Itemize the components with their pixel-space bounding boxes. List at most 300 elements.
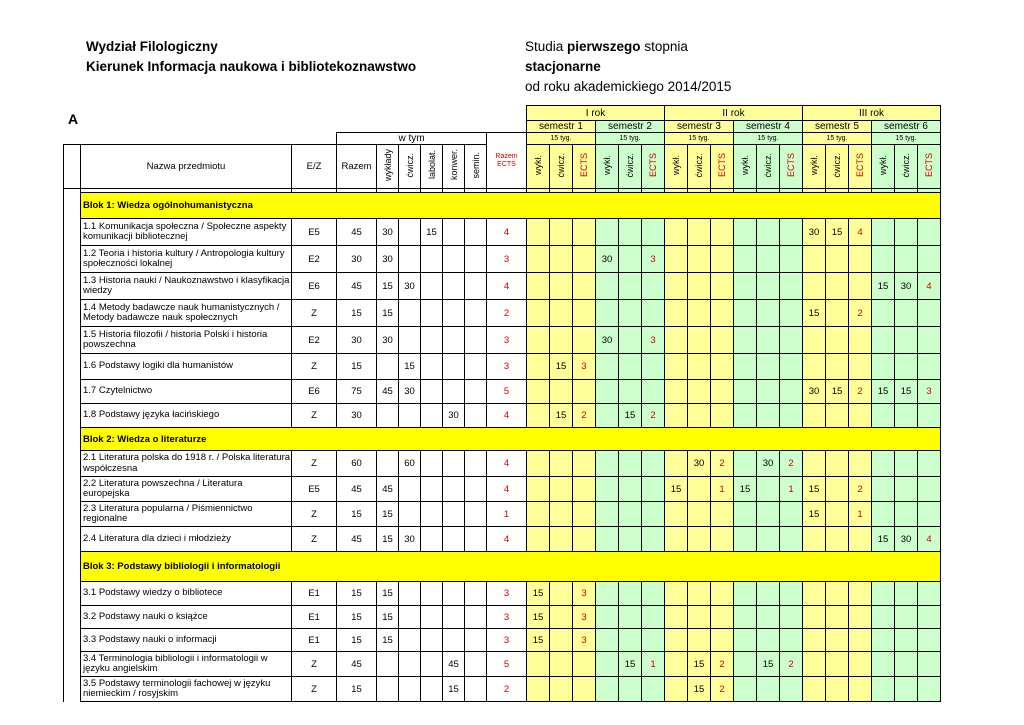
type-hours: 30 — [443, 404, 465, 428]
semester-2-col-0 — [596, 145, 619, 189]
semester-1-value — [573, 652, 596, 677]
semester-1-value: 3 — [573, 606, 596, 629]
semester-5-value — [849, 404, 872, 428]
semester-3-value — [711, 502, 734, 527]
year-2-header: II rok — [665, 106, 803, 121]
semester-1-value: 2 — [573, 404, 596, 428]
type-hours: 15 — [377, 582, 399, 606]
semester-6-col-0 — [872, 145, 895, 189]
type-hours — [443, 582, 465, 606]
semester-6-value — [895, 219, 918, 246]
total-hours: 45 — [337, 219, 377, 246]
semester-1-value — [550, 527, 573, 552]
semester-1-col-2 — [573, 145, 596, 189]
index-cell — [64, 380, 81, 404]
ects-total: 3 — [487, 629, 527, 652]
ects-total: 3 — [487, 582, 527, 606]
semester-2-value — [642, 677, 665, 702]
index-cell — [64, 477, 81, 502]
semester-1-value — [573, 219, 596, 246]
ez-value: Z — [292, 451, 337, 477]
ez-value: E6 — [292, 273, 337, 300]
type-header-4 — [465, 145, 487, 189]
semester-4-value: 2 — [780, 451, 803, 477]
semester-3-value — [688, 582, 711, 606]
type-hours — [421, 606, 443, 629]
semester-6-value — [895, 677, 918, 702]
total-hours: 15 — [337, 300, 377, 327]
semester-1-value — [527, 327, 550, 354]
index-cell — [64, 354, 81, 380]
type-hours — [421, 246, 443, 273]
semester-col-label: wykł. — [533, 155, 543, 175]
type-hours — [421, 502, 443, 527]
table-row — [64, 246, 941, 273]
semester-4-value — [734, 327, 757, 354]
semester-4-value — [780, 300, 803, 327]
semester-5-value — [826, 629, 849, 652]
semester-3-col-0 — [665, 145, 688, 189]
type-header-3 — [443, 145, 465, 189]
type-hours — [443, 502, 465, 527]
ez-value: E6 — [292, 380, 337, 404]
header-spacer — [64, 106, 527, 121]
semester-6-value: 15 — [872, 380, 895, 404]
subject-name: 1.7 Czytelnictwo — [81, 380, 292, 404]
total-hours: 15 — [337, 502, 377, 527]
semester-2-value — [642, 219, 665, 246]
type-hours — [421, 582, 443, 606]
semester-1-value: 3 — [573, 629, 596, 652]
semester-1-value — [573, 327, 596, 354]
total-hours: 15 — [337, 629, 377, 652]
semester-6-value — [872, 629, 895, 652]
semester-3-value — [665, 354, 688, 380]
type-hours — [421, 677, 443, 702]
total-hours: 15 — [337, 677, 377, 702]
total-hours: 75 — [337, 380, 377, 404]
semester-2-value — [619, 300, 642, 327]
semester-6-value — [918, 502, 941, 527]
semester-6-header: semestr 6 — [872, 121, 941, 133]
ects-total: 3 — [487, 246, 527, 273]
type-hours: 45 — [443, 652, 465, 677]
index-cell — [64, 652, 81, 677]
type-hours — [421, 354, 443, 380]
semester-6-value — [918, 327, 941, 354]
semester-5-value — [826, 354, 849, 380]
semester-4-value: 30 — [757, 451, 780, 477]
semester-6-col-2 — [918, 145, 941, 189]
semester-6-value — [918, 451, 941, 477]
semester-1-value — [527, 652, 550, 677]
semester-5-value — [826, 246, 849, 273]
semester-col-label: ćwicz. — [625, 152, 635, 178]
table-row — [64, 527, 941, 552]
ez-header: E/Z — [292, 145, 337, 189]
semester-1-value — [573, 380, 596, 404]
type-hours: 15 — [377, 300, 399, 327]
semester-2-value: 3 — [642, 246, 665, 273]
subject-name: 3.3 Podstawy nauki o informacji — [81, 629, 292, 652]
semester-3-value — [688, 380, 711, 404]
index-cell — [64, 404, 81, 428]
semester-1-value — [573, 677, 596, 702]
semester-6-value — [872, 677, 895, 702]
semester-1-value: 3 — [573, 582, 596, 606]
semester-5-value — [849, 246, 872, 273]
ects-total: 5 — [487, 652, 527, 677]
semester-4-value — [757, 380, 780, 404]
subject-name: 1.3 Historia nauki / Naukoznawstwo i klasyfikacja wiedzy — [81, 273, 292, 300]
semester-6-value — [872, 502, 895, 527]
semester-6-value — [872, 606, 895, 629]
semester-4-value — [780, 404, 803, 428]
type-hours — [443, 451, 465, 477]
semester-1-value — [550, 606, 573, 629]
ez-value: E2 — [292, 327, 337, 354]
semester-4-value — [780, 527, 803, 552]
semester-2-value — [596, 300, 619, 327]
semester-2-value — [619, 219, 642, 246]
semester-3-value — [688, 502, 711, 527]
total-hours: 45 — [337, 477, 377, 502]
semester-4-value — [780, 273, 803, 300]
semester-4-value — [757, 582, 780, 606]
section-letter: A — [68, 111, 79, 127]
semester-5-value — [803, 527, 826, 552]
type-hours — [465, 582, 487, 606]
semester-1-value — [550, 219, 573, 246]
type-hours — [465, 246, 487, 273]
year-1-header: I rok — [527, 106, 665, 121]
type-hours: 15 — [443, 677, 465, 702]
semester-4-value — [734, 527, 757, 552]
semester-6-value — [918, 219, 941, 246]
ez-value: E1 — [292, 582, 337, 606]
semester-5-value — [849, 273, 872, 300]
type-hours — [443, 354, 465, 380]
subject-name-header: Nazwa przedmiotu — [81, 145, 292, 189]
semester-col-label: ECTS — [786, 152, 796, 177]
ez-value: Z — [292, 354, 337, 380]
ects-total: 3 — [487, 327, 527, 354]
semester-1-value — [527, 502, 550, 527]
semester-3-value — [711, 327, 734, 354]
ez-value: E5 — [292, 219, 337, 246]
semester-5-value: 15 — [803, 502, 826, 527]
ez-value: E1 — [292, 629, 337, 652]
semester-2-col-2 — [642, 145, 665, 189]
semester-4-value — [734, 451, 757, 477]
semester-6-weeks: 15 tyg. — [872, 133, 941, 145]
table-row — [64, 404, 941, 428]
semester-col-label: ćwicz. — [901, 152, 911, 178]
semester-3-value: 1 — [711, 477, 734, 502]
semester-6-value — [918, 606, 941, 629]
semester-col-label: ćwicz. — [763, 152, 773, 178]
semester-3-value: 15 — [688, 677, 711, 702]
table-row — [64, 327, 941, 354]
type-hours — [465, 327, 487, 354]
semester-4-value — [734, 629, 757, 652]
semester-4-value — [757, 527, 780, 552]
total-hours: 30 — [337, 246, 377, 273]
type-hours: 15 — [377, 606, 399, 629]
type-hours: 30 — [399, 527, 421, 552]
block-1-title: Blok 1: Wiedza ogólnohumanistyczna — [81, 193, 941, 219]
semester-3-value — [711, 527, 734, 552]
type-hours — [421, 629, 443, 652]
type-hours — [421, 527, 443, 552]
total-hours: 45 — [337, 273, 377, 300]
table-row — [64, 451, 941, 477]
semester-5-value — [826, 404, 849, 428]
semester-6-value — [895, 246, 918, 273]
semester-4-value — [734, 606, 757, 629]
type-hours — [377, 677, 399, 702]
semester-4-value — [780, 380, 803, 404]
semester-3-value — [711, 219, 734, 246]
type-hours — [421, 327, 443, 354]
type-label: labolat. — [426, 150, 437, 180]
semester-3-value: 2 — [711, 677, 734, 702]
semester-5-value — [826, 527, 849, 552]
semester-5-value: 15 — [826, 380, 849, 404]
semester-2-value — [642, 380, 665, 404]
semester-1-value — [550, 451, 573, 477]
table-row — [64, 629, 941, 652]
semester-5-value — [849, 527, 872, 552]
semester-2-value: 15 — [619, 652, 642, 677]
semester-5-value — [826, 327, 849, 354]
semester-col-label: ćwicz. — [832, 152, 842, 178]
index-cell — [64, 527, 81, 552]
semester-4-col-0 — [734, 145, 757, 189]
semester-4-value — [780, 606, 803, 629]
semester-5-value: 2 — [849, 300, 872, 327]
ez-value: Z — [292, 502, 337, 527]
semester-5-value — [826, 677, 849, 702]
semester-1-value — [527, 677, 550, 702]
ects-total: 4 — [487, 219, 527, 246]
ects-total: 4 — [487, 404, 527, 428]
type-header-0 — [377, 145, 399, 189]
subject-name: 3.2 Podstawy nauki o książce — [81, 606, 292, 629]
semester-2-value — [619, 582, 642, 606]
year-3-header: III rok — [803, 106, 941, 121]
semester-2-value — [596, 451, 619, 477]
semester-2-value — [619, 327, 642, 354]
semester-4-value — [780, 677, 803, 702]
header-spacer — [64, 133, 337, 145]
semester-1-value — [550, 582, 573, 606]
semester-4-header: semestr 4 — [734, 121, 803, 133]
semester-6-value — [895, 477, 918, 502]
semester-1-value — [527, 451, 550, 477]
semester-6-value: 4 — [918, 273, 941, 300]
semester-1-value — [550, 677, 573, 702]
semester-4-value — [734, 273, 757, 300]
semester-4-value — [757, 300, 780, 327]
semester-6-value — [895, 652, 918, 677]
semester-1-value: 15 — [550, 404, 573, 428]
ects-total: 2 — [487, 300, 527, 327]
semester-5-value — [803, 246, 826, 273]
semester-4-value — [757, 354, 780, 380]
semester-6-value: 15 — [872, 527, 895, 552]
ez-value: E2 — [292, 246, 337, 273]
subject-name: 3.5 Podstawy terminologii fachowej w języku niemieckim / rosyjskim — [81, 677, 292, 702]
ects-total: 1 — [487, 502, 527, 527]
ects-total: 4 — [487, 273, 527, 300]
semester-6-value — [872, 652, 895, 677]
ects-total: 3 — [487, 354, 527, 380]
semester-6-value: 30 — [895, 273, 918, 300]
semester-6-value — [918, 404, 941, 428]
semester-6-value — [918, 652, 941, 677]
type-hours: 60 — [399, 451, 421, 477]
semester-6-value: 4 — [918, 527, 941, 552]
type-hours — [465, 354, 487, 380]
semester-4-value — [734, 502, 757, 527]
semester-3-value — [688, 629, 711, 652]
semester-2-value — [619, 380, 642, 404]
type-hours — [465, 652, 487, 677]
semester-6-value: 15 — [895, 380, 918, 404]
semester-4-col-2 — [780, 145, 803, 189]
semester-4-value — [734, 404, 757, 428]
semester-1-value — [550, 246, 573, 273]
ez-value: E5 — [292, 477, 337, 502]
semester-1-value — [573, 527, 596, 552]
semester-3-value — [665, 404, 688, 428]
semester-6-value — [895, 354, 918, 380]
semester-5-value — [849, 677, 872, 702]
index-cell — [64, 451, 81, 477]
semester-col-label: wykł. — [671, 155, 681, 175]
semester-2-value — [642, 300, 665, 327]
type-hours — [465, 629, 487, 652]
semester-3-value — [665, 502, 688, 527]
semester-2-value — [619, 629, 642, 652]
semester-3-value — [688, 354, 711, 380]
type-hours — [399, 502, 421, 527]
semester-1-value — [527, 300, 550, 327]
semester-2-value: 30 — [596, 327, 619, 354]
ects-total: 2 — [487, 677, 527, 702]
type-hours — [465, 219, 487, 246]
semester-5-value — [803, 606, 826, 629]
total-hours-header: Razem — [337, 145, 377, 189]
type-hours — [421, 300, 443, 327]
semester-2-value — [642, 477, 665, 502]
type-header-1 — [399, 145, 421, 189]
total-hours: 60 — [337, 451, 377, 477]
semester-5-value — [803, 629, 826, 652]
semester-5-value — [803, 677, 826, 702]
type-label: konwer. — [448, 149, 459, 181]
semester-6-value — [918, 300, 941, 327]
type-hours — [443, 606, 465, 629]
ects-total: 4 — [487, 477, 527, 502]
type-hours: 30 — [399, 273, 421, 300]
type-hours — [443, 300, 465, 327]
type-hours — [443, 219, 465, 246]
index-cell — [64, 246, 81, 273]
semester-2-value — [619, 502, 642, 527]
semester-3-value — [711, 582, 734, 606]
semester-2-col-1 — [619, 145, 642, 189]
semester-5-value: 1 — [849, 502, 872, 527]
semester-3-value: 2 — [711, 451, 734, 477]
ects-header-line1: Razem — [495, 152, 518, 160]
semester-5-value — [803, 582, 826, 606]
type-hours: 15 — [399, 354, 421, 380]
subject-name: 1.8 Podstawy języka łacińskiego — [81, 404, 292, 428]
faculty-title: Wydział Filologiczny — [86, 39, 218, 54]
semester-3-value — [688, 246, 711, 273]
table-row — [64, 380, 941, 404]
semester-1-value — [527, 477, 550, 502]
type-hours — [399, 629, 421, 652]
index-cell — [64, 327, 81, 354]
total-hours: 15 — [337, 354, 377, 380]
subject-name: 2.3 Literatura popularna / Piśmiennictwo regionalne — [81, 502, 292, 527]
semester-3-value — [665, 527, 688, 552]
semester-1-value: 15 — [550, 354, 573, 380]
type-hours — [421, 273, 443, 300]
semester-3-value — [665, 246, 688, 273]
semester-5-value: 15 — [826, 219, 849, 246]
subject-name: 2.4 Literatura dla dzieci i młodzieży — [81, 527, 292, 552]
semester-4-value — [734, 219, 757, 246]
semester-3-value: 2 — [711, 652, 734, 677]
semester-2-value — [619, 606, 642, 629]
ez-value: E1 — [292, 606, 337, 629]
semester-4-weeks: 15 tyg. — [734, 133, 803, 145]
type-hours — [443, 246, 465, 273]
type-hours — [443, 629, 465, 652]
semester-4-value — [734, 582, 757, 606]
ez-value: Z — [292, 300, 337, 327]
table-row — [64, 606, 941, 629]
semester-4-value — [734, 652, 757, 677]
semester-3-value — [665, 300, 688, 327]
semester-col-label: ECTS — [717, 152, 727, 177]
semester-1-col-0 — [527, 145, 550, 189]
ects-total: 5 — [487, 380, 527, 404]
subject-name: 2.1 Literatura polska do 1918 r. / Polska literatura współczesna — [81, 451, 292, 477]
semester-2-value — [596, 606, 619, 629]
semester-3-value — [688, 404, 711, 428]
header-right — [525, 37, 731, 97]
semester-3-value — [665, 219, 688, 246]
semester-1-value — [550, 300, 573, 327]
semester-col-label: wykł. — [878, 155, 888, 175]
type-hours — [399, 677, 421, 702]
header-spacer — [64, 121, 527, 133]
semester-2-value — [642, 527, 665, 552]
type-hours — [465, 606, 487, 629]
semester-4-value — [757, 477, 780, 502]
type-hours — [399, 652, 421, 677]
subject-name: 1.6 Podstawy logiki dla humanistów — [81, 354, 292, 380]
total-hours: 30 — [337, 327, 377, 354]
semester-4-value — [780, 629, 803, 652]
type-hours — [377, 354, 399, 380]
index-header — [64, 145, 81, 189]
